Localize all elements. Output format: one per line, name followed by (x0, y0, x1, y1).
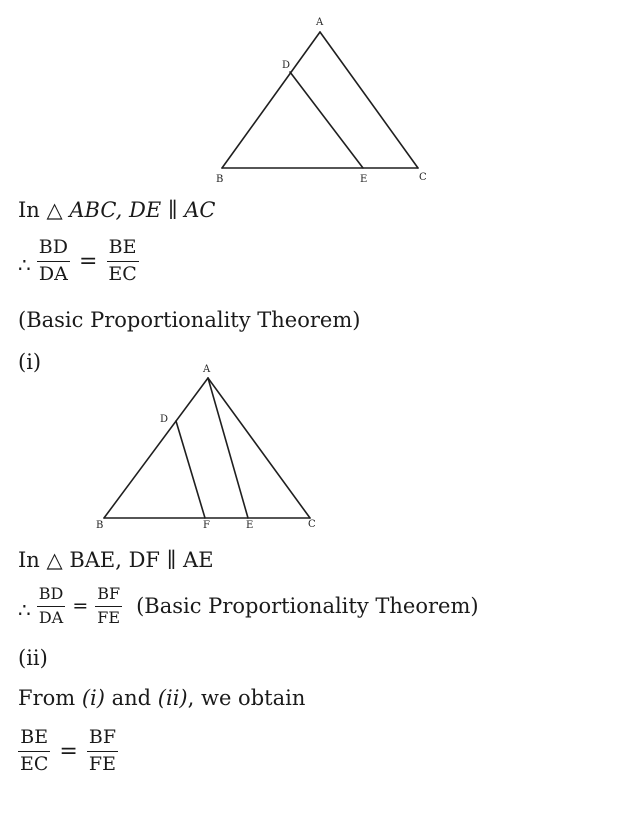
numerator: BD (37, 586, 66, 607)
theorem-note-1: (Basic Proportionality Theorem) (18, 308, 361, 332)
and-text: and (104, 686, 158, 710)
label-c: C (419, 172, 427, 183)
segment-ae (208, 378, 248, 518)
label-f: F (203, 520, 210, 531)
label-d: D (282, 60, 291, 71)
fraction-bd-da (37, 586, 66, 627)
denominator: FE (97, 607, 121, 627)
conclusion-line (18, 686, 305, 710)
theorem-note-2: (Basic Proportionality Theorem) (136, 594, 479, 619)
label-d: D (160, 414, 169, 425)
therefore-symbol: ∴ (18, 253, 31, 278)
side-ac (208, 378, 310, 518)
obtain-text: , we obtain (187, 686, 306, 710)
fraction-bf-fe (87, 728, 118, 775)
label-e: E (360, 174, 368, 185)
equation-1 (18, 238, 139, 285)
numerator: BF (95, 586, 122, 607)
denominator: DA (38, 607, 64, 627)
label-a: A (203, 364, 211, 375)
from-text: From (18, 686, 82, 710)
denominator: DA (38, 262, 68, 285)
equation-3 (18, 728, 118, 775)
equals-sign: = (78, 248, 98, 274)
therefore-symbol: ∴ (18, 598, 31, 623)
reference-ii: (ii) (157, 686, 188, 710)
segment-de (290, 72, 363, 168)
equation-label-ii: (ii) (18, 646, 48, 670)
label-e: E (246, 520, 254, 531)
label-b: B (96, 520, 104, 531)
numerator: BE (107, 238, 139, 262)
denominator: EC (20, 752, 49, 775)
equation-2 (18, 586, 479, 627)
side-ac (320, 32, 418, 168)
triangle-figure-2 (0, 355, 638, 535)
segment-df (176, 421, 205, 518)
numerator: BE (18, 728, 50, 752)
fraction-be-ec (106, 238, 138, 285)
triangle-bae-diagram (0, 355, 638, 535)
denominator: EC (108, 262, 137, 285)
numerator: BD (37, 238, 70, 262)
statement-line-1 (18, 198, 215, 222)
equals-sign: = (59, 738, 78, 764)
label-b: B (216, 174, 224, 185)
denominator: FE (88, 752, 116, 775)
side-ab (104, 378, 208, 518)
in-triangle-text: In △ (18, 198, 70, 222)
equation-label-i: (i) (18, 350, 42, 374)
label-c: C (308, 519, 316, 530)
numerator: BF (87, 728, 118, 752)
triangle-abc-diagram (0, 0, 638, 195)
triangle-figure-1 (0, 0, 638, 195)
side-ab (222, 32, 320, 168)
fraction-be-ec (18, 728, 50, 775)
triangle-condition: ABC, DE ∥ AC (69, 198, 216, 222)
fraction-bd-da (37, 238, 70, 285)
label-a: A (316, 17, 324, 28)
equals-sign: = (72, 595, 89, 618)
reference-i: (i) (81, 686, 105, 710)
statement-line-2: In △ BAE, DF ∥ AE (18, 548, 214, 572)
fraction-bf-fe (95, 586, 122, 627)
